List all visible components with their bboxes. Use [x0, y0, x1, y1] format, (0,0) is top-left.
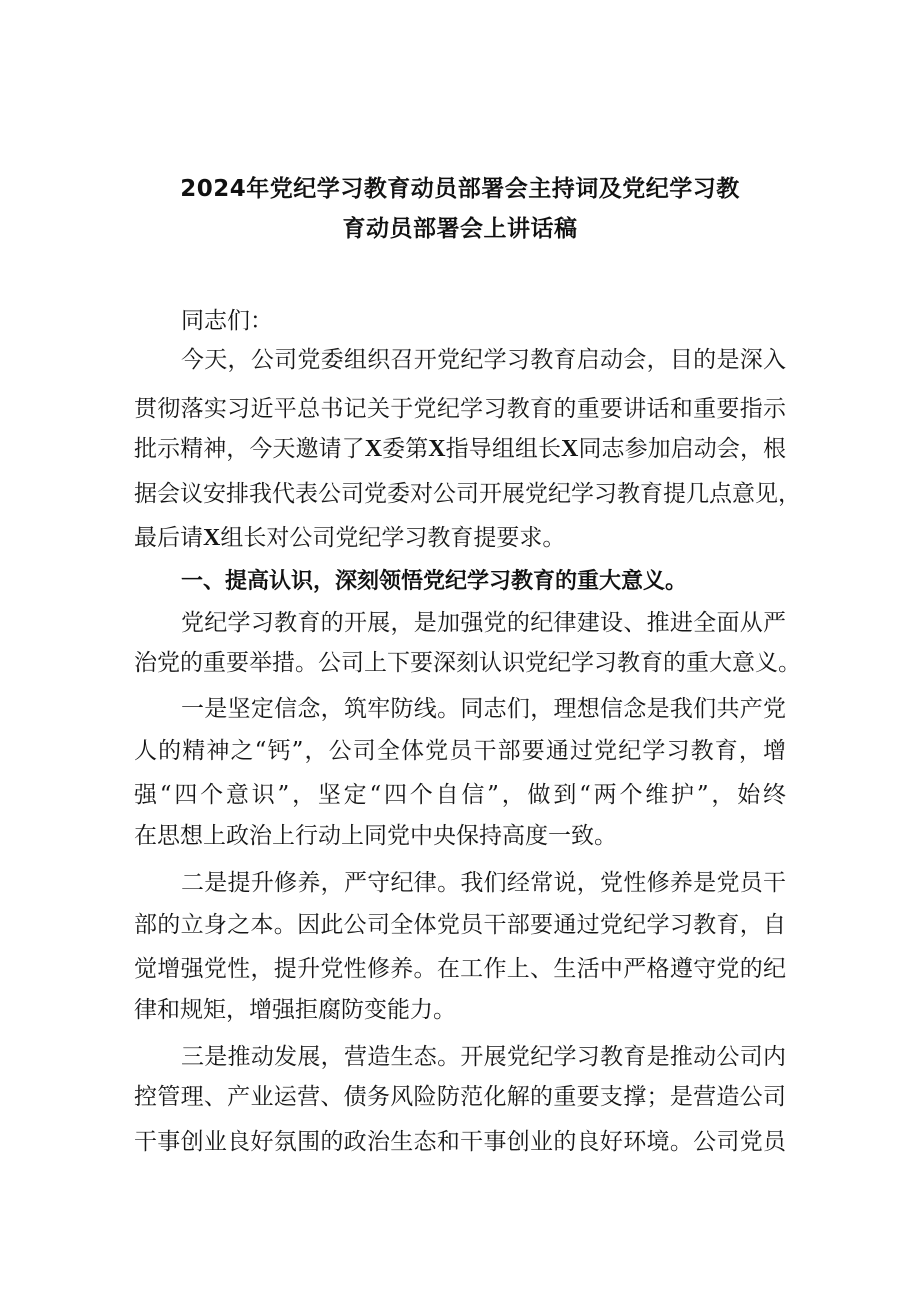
placeholder-x: X: [428, 436, 446, 462]
intro-line-5: [134, 523, 786, 553]
para1-line-1: 党纪学习教育的开展，是加强党的纪律建设、推进全面从严: [181, 610, 786, 636]
point3-line-2: 控管理、产业运营、债务风险防范化解的重要支撑；是营造公司: [134, 1084, 786, 1110]
point1-line-3: 强“四个意识”，坚定“四个自信”，做到“两个维护”，始终: [134, 782, 786, 808]
point1-line-1: 一是坚定信念，筑牢防线。同志们，理想信念是我们共产党: [181, 696, 786, 722]
placeholder-x: X: [203, 525, 221, 551]
intro-line-3-g: 同志参加启动会，根: [578, 436, 787, 462]
point1-line-4: 在思想上政治上行动上同党中央保持高度一致。: [134, 823, 617, 849]
intro-line-4: 据会议安排我代表公司党委对公司开展党纪学习教育提几点意见，: [134, 481, 801, 507]
point2-line-3: 觉增强党性，提升党性修养。在工作上、生活中严格遵守党的纪: [134, 956, 786, 982]
placeholder-x: X: [561, 436, 579, 462]
intro-line-2: 贯彻落实习近平总书记关于党纪学习教育的重要讲话和重要指示: [134, 396, 786, 422]
point3-line-3: 干事创业良好氛围的政治生态和干事创业的良好环境。公司党员: [134, 1129, 786, 1155]
document-title-line-2: 育动员部署会上讲话稿: [342, 216, 578, 242]
point3-line-1: 三是推动发展，营造生态。开展党纪学习教育是推动公司内: [181, 1044, 786, 1070]
point1-line-2: 人的精神之“钙”，公司全体党员干部要通过党纪学习教育，增: [134, 738, 786, 764]
point2-line-2: 部的立身之本。因此公司全体党员干部要通过党纪学习教育，自: [134, 912, 786, 938]
point2-line-1: 二是提升修养，严守纪律。我们经常说，党性修养是党员干: [181, 870, 786, 896]
section-heading-1: 一、提高认识，深刻领悟党纪学习教育的重大意义。: [181, 569, 688, 594]
intro-line-1: 今天，公司党委组织召开党纪学习教育启动会，目的是深入: [181, 347, 786, 373]
intro-line-3: [134, 434, 786, 464]
point2-line-4: 律和规矩，增强拒腐防变能力。: [134, 997, 456, 1023]
placeholder-x: X: [364, 436, 383, 462]
intro-line-5-a: 最后请: [134, 525, 203, 551]
document-title-line-1: 2024年党纪学习教育动员部署会主持词及党纪学习教: [180, 176, 740, 202]
salutation: 同志们：: [181, 308, 273, 334]
intro-line-3-c: 委第: [382, 436, 429, 462]
intro-line-5-c: 组长对公司党纪学习教育提要求。: [220, 525, 566, 551]
intro-line-3-e: 指导组组长: [445, 436, 562, 462]
intro-line-3-a: 批示精神，今天邀请了: [134, 436, 365, 462]
para1-line-2: 治党的重要举措。公司上下要深刻认识党纪学习教育的重大意义。: [134, 650, 801, 676]
